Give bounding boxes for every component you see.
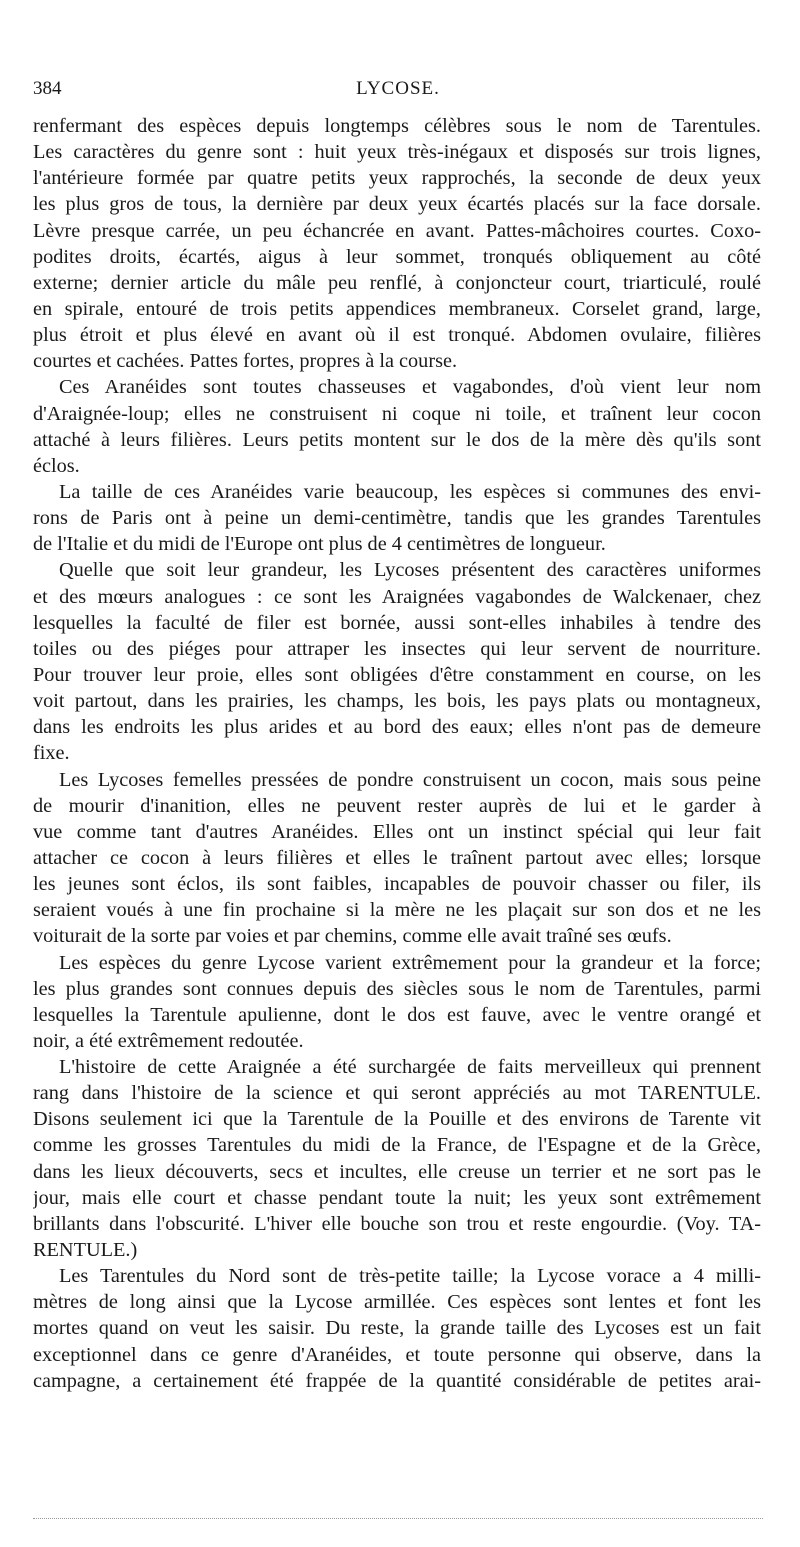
text-line: mètres de long ainsi que la Lycose armillée. Ces espèces sont lentes et font les	[33, 1291, 761, 1314]
text-line: Les Lycoses femelles pressées de pondre construisent un cocon, mais sous peine	[59, 768, 761, 791]
text-line: dans les endroits les plus arides et au bord des eaux; elles n'ont pas de demeure	[33, 716, 761, 739]
text-line: brillants dans l'obscurité. L'hiver elle bouche son trou et reste engourdie. (Voy. TA-	[33, 1212, 761, 1235]
text-line: les plus grandes sont connues depuis des siècles sous le nom de Tarentules, parmi	[33, 977, 761, 1000]
text-line: lesquelles la faculté de filer est bornée, aussi sont-elles inhabiles à tendre des	[33, 611, 761, 634]
text-line: L'histoire de cette Araignée a été surchargée de faits merveilleux qui prennent	[59, 1056, 761, 1079]
text-line: courtes et cachées. Pattes fortes, propres à la course.	[33, 350, 458, 373]
text-line: de l'Italie et du midi de l'Europe ont plus de 4 centimètres de longueur.	[33, 533, 606, 556]
text-line: d'Araignée-loup; elles ne construisent ni coque ni toile, et traînent leur cocon	[33, 402, 761, 425]
text-line: Ces Aranéides sont toutes chasseuses et vagabondes, d'où vient leur nom	[59, 376, 761, 399]
text-line: rons de Paris ont à peine un demi-centimètre, tandis que les grandes Tarentules	[33, 507, 761, 530]
text-line: comme les grosses Tarentules du midi de la France, de l'Espagne et de la Grèce,	[33, 1134, 761, 1157]
text-line: de mourir d'inanition, elles ne peuvent rester auprès de lui et le garder à	[33, 794, 761, 817]
text-line: exceptionnel dans ce genre d'Aranéides, et toute personne qui observe, dans la	[33, 1343, 761, 1366]
text-line: les plus gros de tous, la dernière par deux yeux écartés placés sur la face dorsale.	[33, 193, 761, 216]
paragraph	[33, 1263, 761, 1394]
text-line: campagne, a certainement été frappée de la quantité considérable de petites arai-	[33, 1369, 761, 1392]
text-line: l'antérieure formée par quatre petits yeux rapprochés, la seconde de deux yeux	[33, 167, 761, 190]
text-line: Les Tarentules du Nord sont de très-petite taille; la Lycose vorace a 4 milli-	[59, 1265, 761, 1288]
text-line: attacher ce cocon à leurs filières et elles le traînent partout avec elles; lorsque	[33, 846, 761, 869]
page-header	[33, 78, 763, 104]
paragraph	[33, 374, 761, 479]
text-line: lesquelles la Tarentule apulienne, dont le dos est fauve, avec le ventre orangé et	[33, 1003, 761, 1026]
footer-rule	[33, 1518, 763, 1519]
text-line: mortes quand on veut les saisir. Du reste, la grande taille des Lycoses est un fait	[33, 1317, 761, 1340]
text-line: La taille de ces Aranéides varie beaucoup, les espèces si communes des envi-	[59, 480, 761, 503]
text-line: seraient voués à une fin prochaine si la mère ne les plaçait sur son dos et ne les	[33, 899, 761, 922]
text-line: plus étroit et plus élevé en avant où il est tronqué. Abdomen ovulaire, filières	[33, 324, 761, 347]
text-line: Les caractères du genre sont : huit yeux très-inégaux et disposés sur trois lignes,	[33, 141, 761, 164]
text-line: fixe.	[33, 742, 70, 765]
text-line: attaché à leurs filières. Leurs petits montent sur le dos de la mère dès qu'ils sont	[33, 428, 761, 451]
text-line: Les espèces du genre Lycose varient extrêmement pour la grandeur et la force;	[59, 951, 761, 974]
text-line: dans les lieux découverts, secs et incultes, elle creuse un terrier et ne sort pas le	[33, 1160, 761, 1183]
paragraph	[33, 950, 761, 1055]
text-line: externe; dernier article du mâle peu renflé, à conjoncteur court, triarticulé, roulé	[33, 271, 761, 294]
text-line: Lèvre presque carrée, un peu échancrée en avant. Pattes-mâchoires courtes. Coxo-	[33, 219, 761, 242]
text-line: RENTULE.)	[33, 1239, 138, 1262]
page-number: 384	[33, 78, 62, 99]
text-line: et des mœurs analogues : ce sont les Araignées vagabondes de Walckenaer, chez	[33, 585, 761, 608]
text-line: renfermant des espèces depuis longtemps célèbres sous le nom de Tarentules.	[33, 115, 761, 137]
text-line: voiturait de la sorte par voies et par chemins, comme elle avait traîné ses œufs.	[33, 925, 672, 948]
body-text	[33, 113, 761, 1394]
paragraph	[33, 767, 761, 950]
text-line: Quelle que soit leur grandeur, les Lycoses présentent des caractères uniformes	[59, 559, 761, 582]
text-line: noir, a été extrêmement redoutée.	[33, 1029, 304, 1052]
text-line: Pour trouver leur proie, elles sont obligées d'être constamment en course, on les	[33, 663, 761, 686]
text-line: podites droits, écartés, aigus à leur sommet, tronqués obliquement au côté	[33, 245, 761, 268]
text-line: Disons seulement ici que la Tarentule de la Pouille et des environs de Tarente vit	[33, 1108, 761, 1131]
text-line: jour, mais elle court et chasse pendant toute la nuit; les yeux sont extrêmement	[33, 1186, 761, 1209]
text-line: voit partout, dans les prairies, les champs, les bois, les pays plats ou montagneux,	[33, 690, 761, 713]
paragraph	[33, 113, 761, 374]
text-line: toiles ou des piéges pour attraper les insectes qui leur servent de nourriture.	[33, 637, 761, 660]
running-title: LYCOSE.	[356, 78, 440, 99]
text-line: éclos.	[33, 454, 80, 477]
paragraph	[33, 479, 761, 557]
text-line: les jeunes sont éclos, ils sont faibles, incapables de pouvoir chasser ou filer, ils	[33, 873, 761, 896]
text-line: vue comme tant d'autres Aranéides. Elles ont un instinct spécial qui leur fait	[33, 820, 761, 843]
text-line: en spirale, entouré de trois petits appendices membraneux. Corselet grand, large,	[33, 297, 761, 320]
text-line: rang dans l'histoire de la science et qui seront appréciés au mot TARENTULE.	[33, 1082, 761, 1105]
paragraph	[33, 557, 761, 766]
paragraph	[33, 1054, 761, 1263]
